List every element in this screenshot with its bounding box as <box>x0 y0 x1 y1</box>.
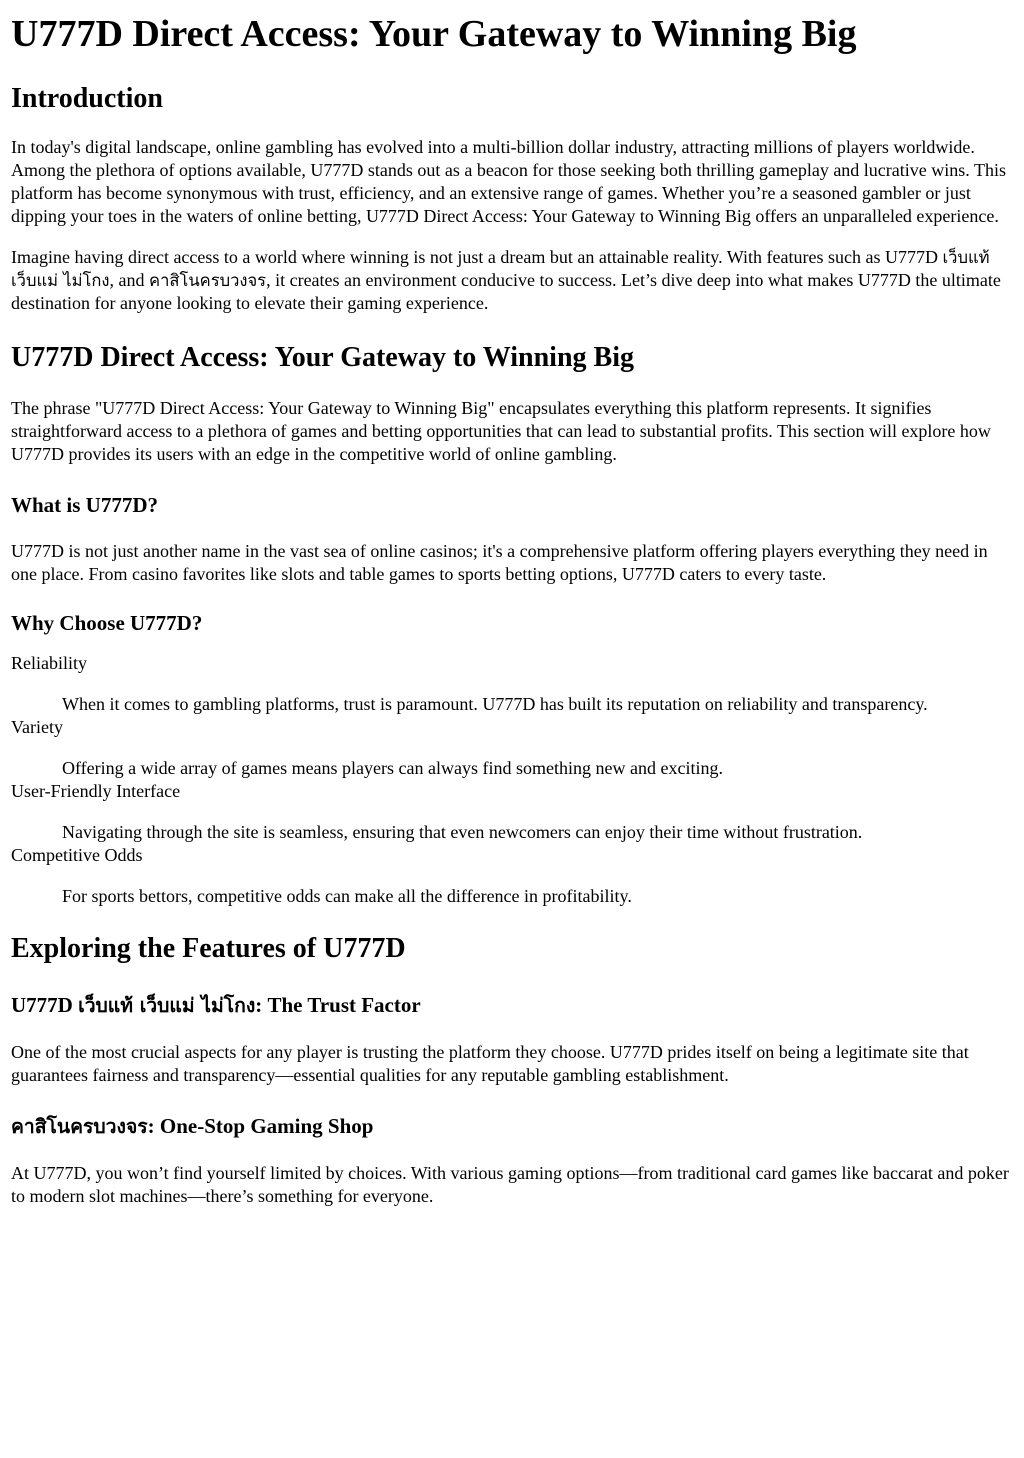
why-choose-list <box>11 652 1013 908</box>
one-stop-shop-paragraph: At U777D, you won’t find yourself limited by choices. With various gaming options—from traditional card games like baccarat and poker to modern slot machines—there’s something for everyone. <box>11 1163 1009 1206</box>
shop-heading-thai: คาสิโนครบวงจร <box>11 1115 148 1138</box>
why-term: User-Friendly Interface <box>11 781 181 801</box>
intro-p2-thai-trust: เว็บแท้ เว็บแม่ ไม่โกง <box>11 248 990 290</box>
why-term: Variety <box>11 717 63 737</box>
direct-access-paragraph: The phrase "U777D Direct Access: Your Gateway to Winning Big" encapsulates everything this platform represents. It signifies straightforward access to a plethora of games and betting opportunities that can lead to substantial profits. This section will explore how U777D provides its users with an edge in the competitive world of online gambling. <box>11 398 991 464</box>
features-heading: Exploring the Features of U777D <box>11 933 406 964</box>
trust-heading-prefix: U777D <box>11 993 79 1017</box>
why-desc: Offering a wide array of games means players can always find something new and exciting. <box>62 758 723 778</box>
introduction-heading: Introduction <box>11 83 163 114</box>
why-desc: When it comes to gambling platforms, trust is paramount. U777D has built its reputation on reliability and transparency. <box>62 694 928 714</box>
why-item-competitive-odds <box>11 844 1013 908</box>
page-title: U777D Direct Access: Your Gateway to Winning Big <box>11 13 857 55</box>
trust-heading-suffix: : The Trust Factor <box>255 993 421 1017</box>
why-desc: Navigating through the site is seamless, ensuring that even newcomers can enjoy their time without frustration. <box>62 822 863 842</box>
shop-heading-suffix: : One-Stop Gaming Shop <box>147 1114 374 1138</box>
why-item-user-friendly <box>11 780 1013 844</box>
why-term: Competitive Odds <box>11 845 143 865</box>
intro-p2-text-mid: , and <box>109 270 149 290</box>
why-choose-heading: Why Choose U777D? <box>11 611 203 635</box>
direct-access-heading: U777D Direct Access: Your Gateway to Winning Big <box>11 342 634 373</box>
one-stop-shop-heading <box>11 1113 1013 1140</box>
intro-p2-text-start: Imagine having direct access to a world where winning is not just a dream but an attainable reality. With features such as U777D <box>11 247 943 267</box>
introduction-paragraph-1: In today's digital landscape, online gambling has evolved into a multi-billion dollar industry, attracting millions of players worldwide. Among the plethora of options available, U777D stands out as a beacon for those seeking both thrilling gameplay and lucrative wins. This platform has become synonymous with trust, efficiency, and an extensive range of games. Whether you’re a seasoned gambler or just dipping your toes in the waters of online betting, U777D Direct Access: Your Gateway to Winning Big offers an unparalleled experience. <box>11 137 1006 226</box>
trust-factor-paragraph: One of the most crucial aspects for any player is trusting the platform they choose. U777D prides itself on being a legitimate site that guarantees fairness and transparency—essential qualities for any reputable gambling establishment. <box>11 1042 969 1085</box>
why-term: Reliability <box>11 653 87 673</box>
why-desc: For sports bettors, competitive odds can make all the difference in profitability. <box>62 886 632 906</box>
trust-heading-thai: เว็บแท้ เว็บแม่ ไม่โกง <box>78 994 256 1017</box>
intro-p2-thai-casino: คาสิโนครบวงจร <box>149 271 267 290</box>
what-is-paragraph: U777D is not just another name in the vast sea of online casinos; it's a comprehensive platform offering players everything they need in one place. From casino favorites like slots and table games to sports betting options, U777D caters to every taste. <box>11 541 988 584</box>
intro-p2-text-end: , it creates an environment conducive to success. Let’s dive deep into what makes U777D the ultimate destination for anyone looking to elevate their gaming experience. <box>11 270 1001 313</box>
what-is-heading: What is U777D? <box>11 493 159 517</box>
why-item-reliability <box>11 652 1013 716</box>
introduction-paragraph-2 <box>11 246 1013 315</box>
trust-factor-heading <box>11 992 1013 1019</box>
why-item-variety <box>11 716 1013 780</box>
article <box>0 12 1024 1208</box>
